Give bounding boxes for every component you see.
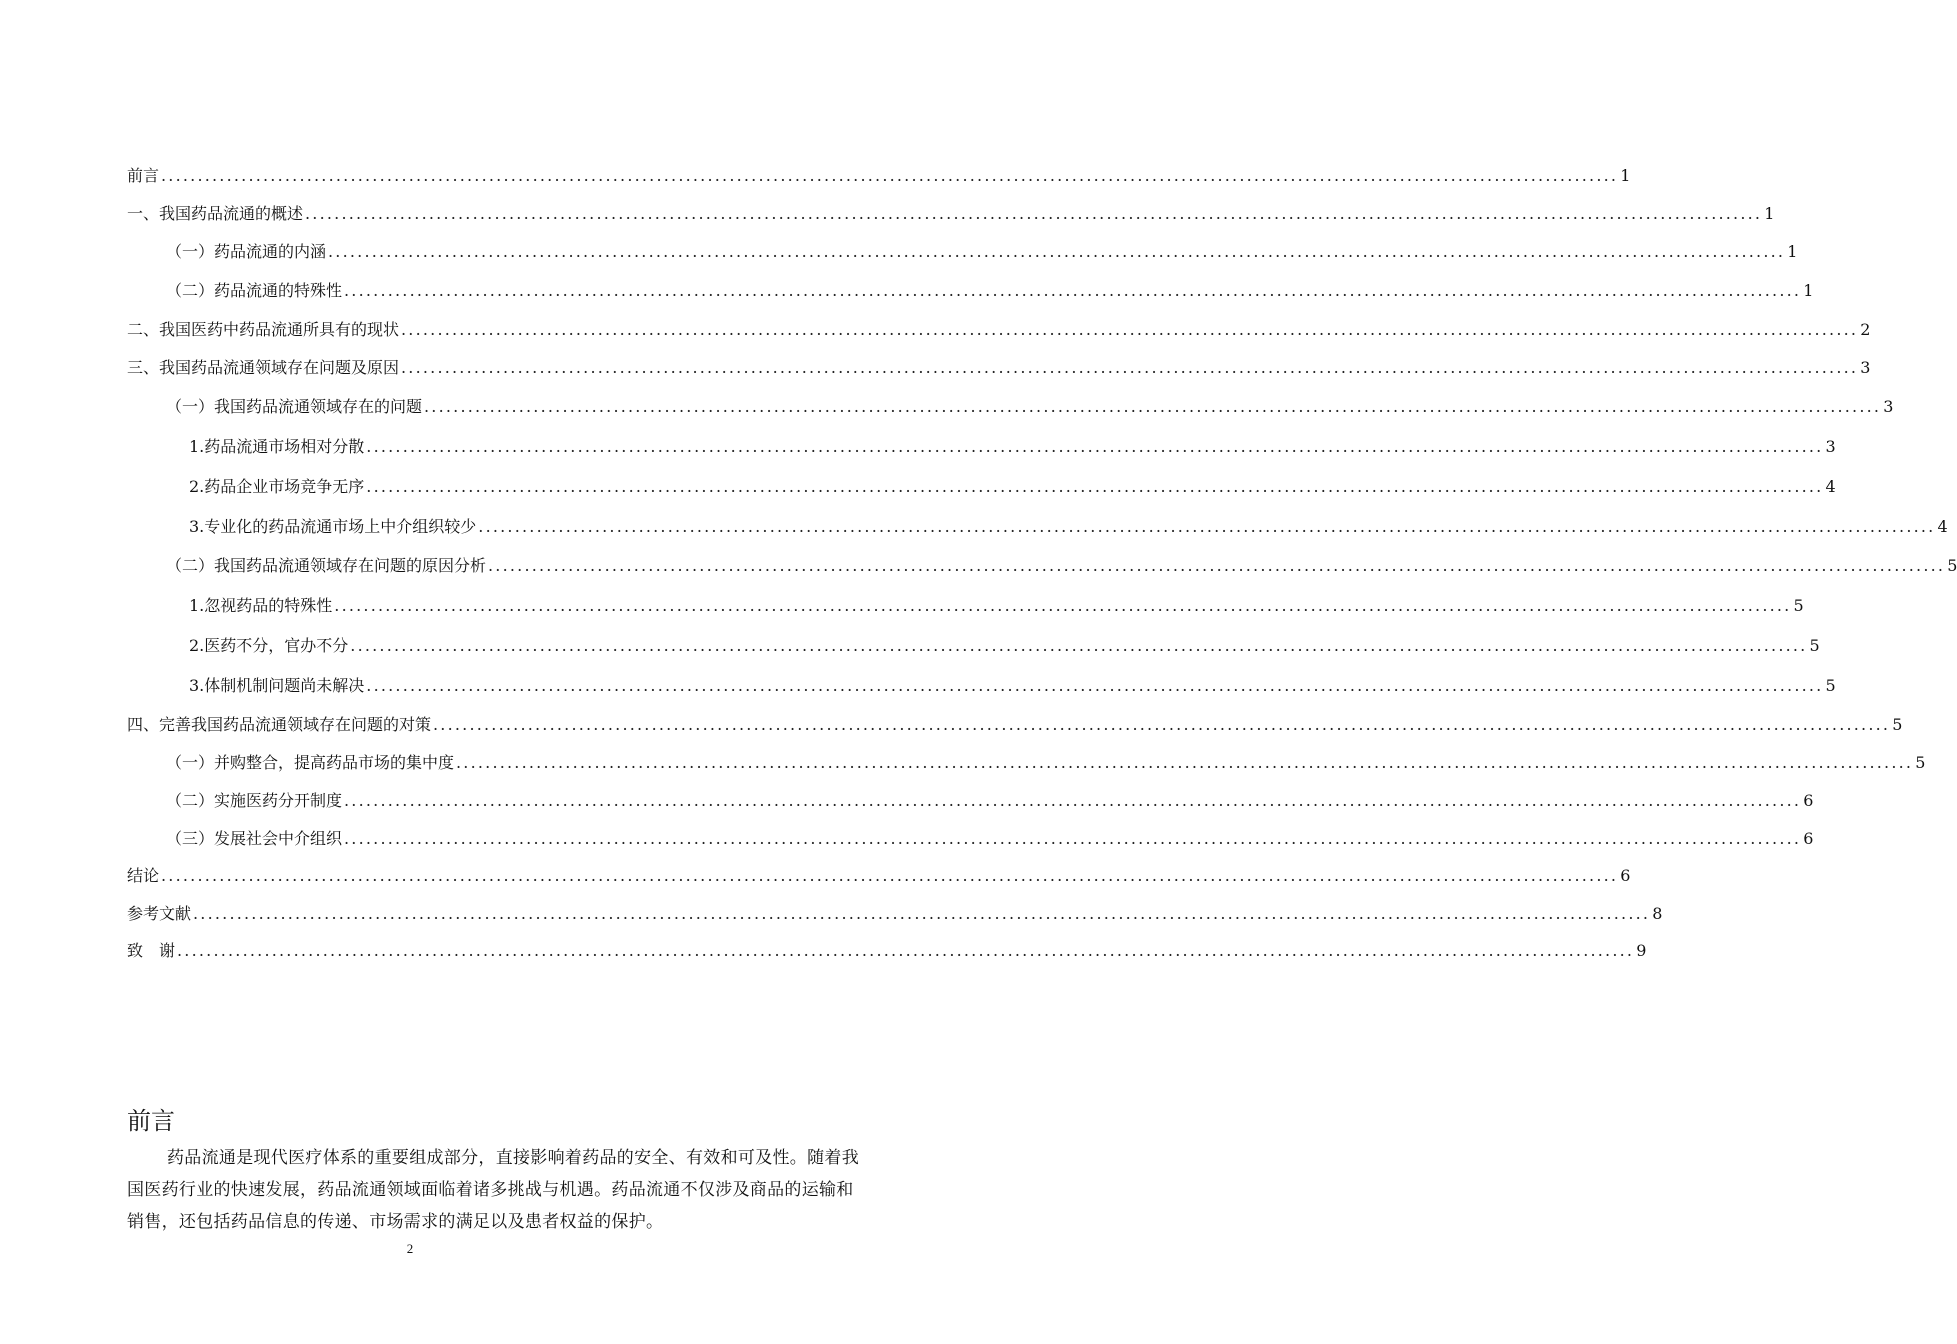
- toc-entry-page: 1: [1764, 204, 1775, 223]
- toc-entry[interactable]: [127, 791, 1814, 811]
- toc-entry[interactable]: [127, 517, 1948, 537]
- toc-entry-page: 9: [1636, 941, 1647, 960]
- toc-entry-page: 3: [1860, 358, 1871, 377]
- toc-entry-page: 6: [1803, 791, 1814, 810]
- toc-entry-page: 1: [1787, 242, 1798, 261]
- toc-entry-title: （一）药品流通的内涵: [166, 242, 327, 261]
- toc-dot-leader: ........................................................................................................................................................................................................: [193, 904, 1651, 923]
- toc-entry[interactable]: [127, 636, 1820, 656]
- toc-entry-title: 2.药品企业市场竞争无序: [189, 477, 365, 496]
- toc-dot-leader: ........................................................................................................................................................................................................: [350, 636, 1808, 655]
- toc-entry-title: 参考文献: [127, 904, 192, 923]
- toc-dot-leader: ........................................................................................................................................................................................................: [161, 866, 1619, 885]
- toc-entry-page: 2: [1860, 320, 1871, 339]
- toc-entry-page: 3: [1825, 437, 1836, 456]
- page-number: 2: [406, 1241, 414, 1256]
- toc-entry-page: 4: [1937, 517, 1948, 536]
- toc-dot-leader: ........................................................................................................................................................................................................: [366, 477, 1824, 496]
- toc-dot-leader: ........................................................................................................................................................................................................: [344, 791, 1802, 810]
- toc-entry-page: 5: [1915, 753, 1926, 772]
- toc-entry-title: 致 谢: [127, 941, 176, 960]
- toc-entry[interactable]: [127, 866, 1631, 886]
- toc-entry-title: （一）我国药品流通领域存在的问题: [166, 397, 423, 416]
- toc-entry[interactable]: [127, 242, 1798, 262]
- toc-entry-title: 1.忽视药品的特殊性: [189, 596, 333, 615]
- toc-dot-leader: ........................................................................................................................................................................................................: [488, 556, 1946, 575]
- toc-entry[interactable]: [127, 829, 1814, 849]
- section-paragraph: 药品流通是现代医疗体系的重要组成部分，直接影响着药品的安全、有效和可及性。随着我国医药行业的快速发展，药品流通领域面临着诸多挑战与机遇。药品流通不仅涉及商品的运输和销售，还包括药品信息的传递、市场需求的满足以及患者权益的保护。: [127, 1148, 859, 1232]
- toc-entry-page: 8: [1652, 904, 1663, 923]
- toc-dot-leader: ........................................................................................................................................................................................................: [161, 166, 1619, 185]
- toc-entry[interactable]: [127, 204, 1775, 224]
- toc-entry-title: 3.体制机制问题尚未解决: [189, 676, 365, 695]
- toc-dot-leader: ........................................................................................................................................................................................................: [424, 397, 1882, 416]
- toc-entry-page: 6: [1620, 866, 1631, 885]
- toc-entry[interactable]: [127, 676, 1836, 696]
- toc-entry-page: 5: [1793, 596, 1804, 615]
- toc-entry-title: 3.专业化的药品流通市场上中介组织较少: [189, 517, 477, 536]
- toc-entry[interactable]: [127, 596, 1804, 616]
- toc-entry-page: 6: [1803, 829, 1814, 848]
- toc-dot-leader: ........................................................................................................................................................................................................: [433, 715, 1891, 734]
- toc-entry-title: 前言: [127, 166, 160, 185]
- toc-entry[interactable]: [127, 437, 1836, 457]
- toc-dot-leader: ........................................................................................................................................................................................................: [177, 941, 1635, 960]
- toc-dot-leader: ........................................................................................................................................................................................................: [344, 829, 1802, 848]
- toc-entry-page: 5: [1809, 636, 1820, 655]
- toc-dot-leader: ........................................................................................................................................................................................................: [366, 437, 1824, 456]
- toc-entry-title: （二）实施医药分开制度: [166, 791, 343, 810]
- toc-entry[interactable]: [127, 715, 1903, 735]
- toc-entry[interactable]: [127, 941, 1647, 961]
- toc-entry-title: （三）发展社会中介组织: [166, 829, 343, 848]
- toc-entry-title: （二）药品流通的特殊性: [166, 281, 343, 300]
- toc-entry-title: 四、完善我国药品流通领域存在问题的对策: [127, 715, 432, 734]
- toc-entry-page: 5: [1825, 676, 1836, 695]
- toc-entry[interactable]: [127, 358, 1871, 378]
- toc-dot-leader: ........................................................................................................................................................................................................: [305, 204, 1763, 223]
- toc-dot-leader: ........................................................................................................................................................................................................: [401, 320, 1859, 339]
- toc-entry[interactable]: [127, 753, 1926, 773]
- toc-dot-leader: ........................................................................................................................................................................................................: [401, 358, 1859, 377]
- toc-entry-title: 结论: [127, 866, 160, 885]
- toc-dot-leader: ........................................................................................................................................................................................................: [334, 596, 1792, 615]
- toc-dot-leader: ........................................................................................................................................................................................................: [478, 517, 1936, 536]
- toc-entry[interactable]: [127, 904, 1663, 924]
- toc-entry[interactable]: [127, 320, 1871, 340]
- toc-dot-leader: ........................................................................................................................................................................................................: [366, 676, 1824, 695]
- toc-entry-title: 1.药品流通市场相对分散: [189, 437, 365, 456]
- toc-entry-page: 3: [1883, 397, 1894, 416]
- toc-dot-leader: ........................................................................................................................................................................................................: [344, 281, 1802, 300]
- toc-entry[interactable]: [127, 556, 1957, 576]
- toc-entry-page: 4: [1825, 477, 1836, 496]
- toc-entry[interactable]: [127, 281, 1814, 301]
- toc-entry-title: 一、我国药品流通的概述: [127, 204, 304, 223]
- toc-entry-page: 5: [1892, 715, 1903, 734]
- toc-entry[interactable]: [127, 477, 1836, 497]
- toc-entry-page: 1: [1620, 166, 1631, 185]
- toc-entry-title: （一）并购整合，提高药品市场的集中度: [166, 753, 455, 772]
- toc-entry-page: 5: [1947, 556, 1957, 575]
- toc-entry-title: 2.医药不分，官办不分: [189, 636, 349, 655]
- toc-dot-leader: ........................................................................................................................................................................................................: [328, 242, 1786, 261]
- section-title: 前言: [127, 1107, 175, 1135]
- toc-entry-title: 三、我国药品流通领域存在问题及原因: [127, 358, 400, 377]
- toc-dot-leader: ........................................................................................................................................................................................................: [456, 753, 1914, 772]
- preface-section: [127, 1106, 867, 1238]
- toc-entry-title: 二、我国医药中药品流通所具有的现状: [127, 320, 400, 339]
- toc-entry[interactable]: [127, 397, 1894, 417]
- toc-entry-title: （二）我国药品流通领域存在问题的原因分析: [166, 556, 487, 575]
- toc-entry[interactable]: [127, 166, 1631, 186]
- toc-entry-page: 1: [1803, 281, 1814, 300]
